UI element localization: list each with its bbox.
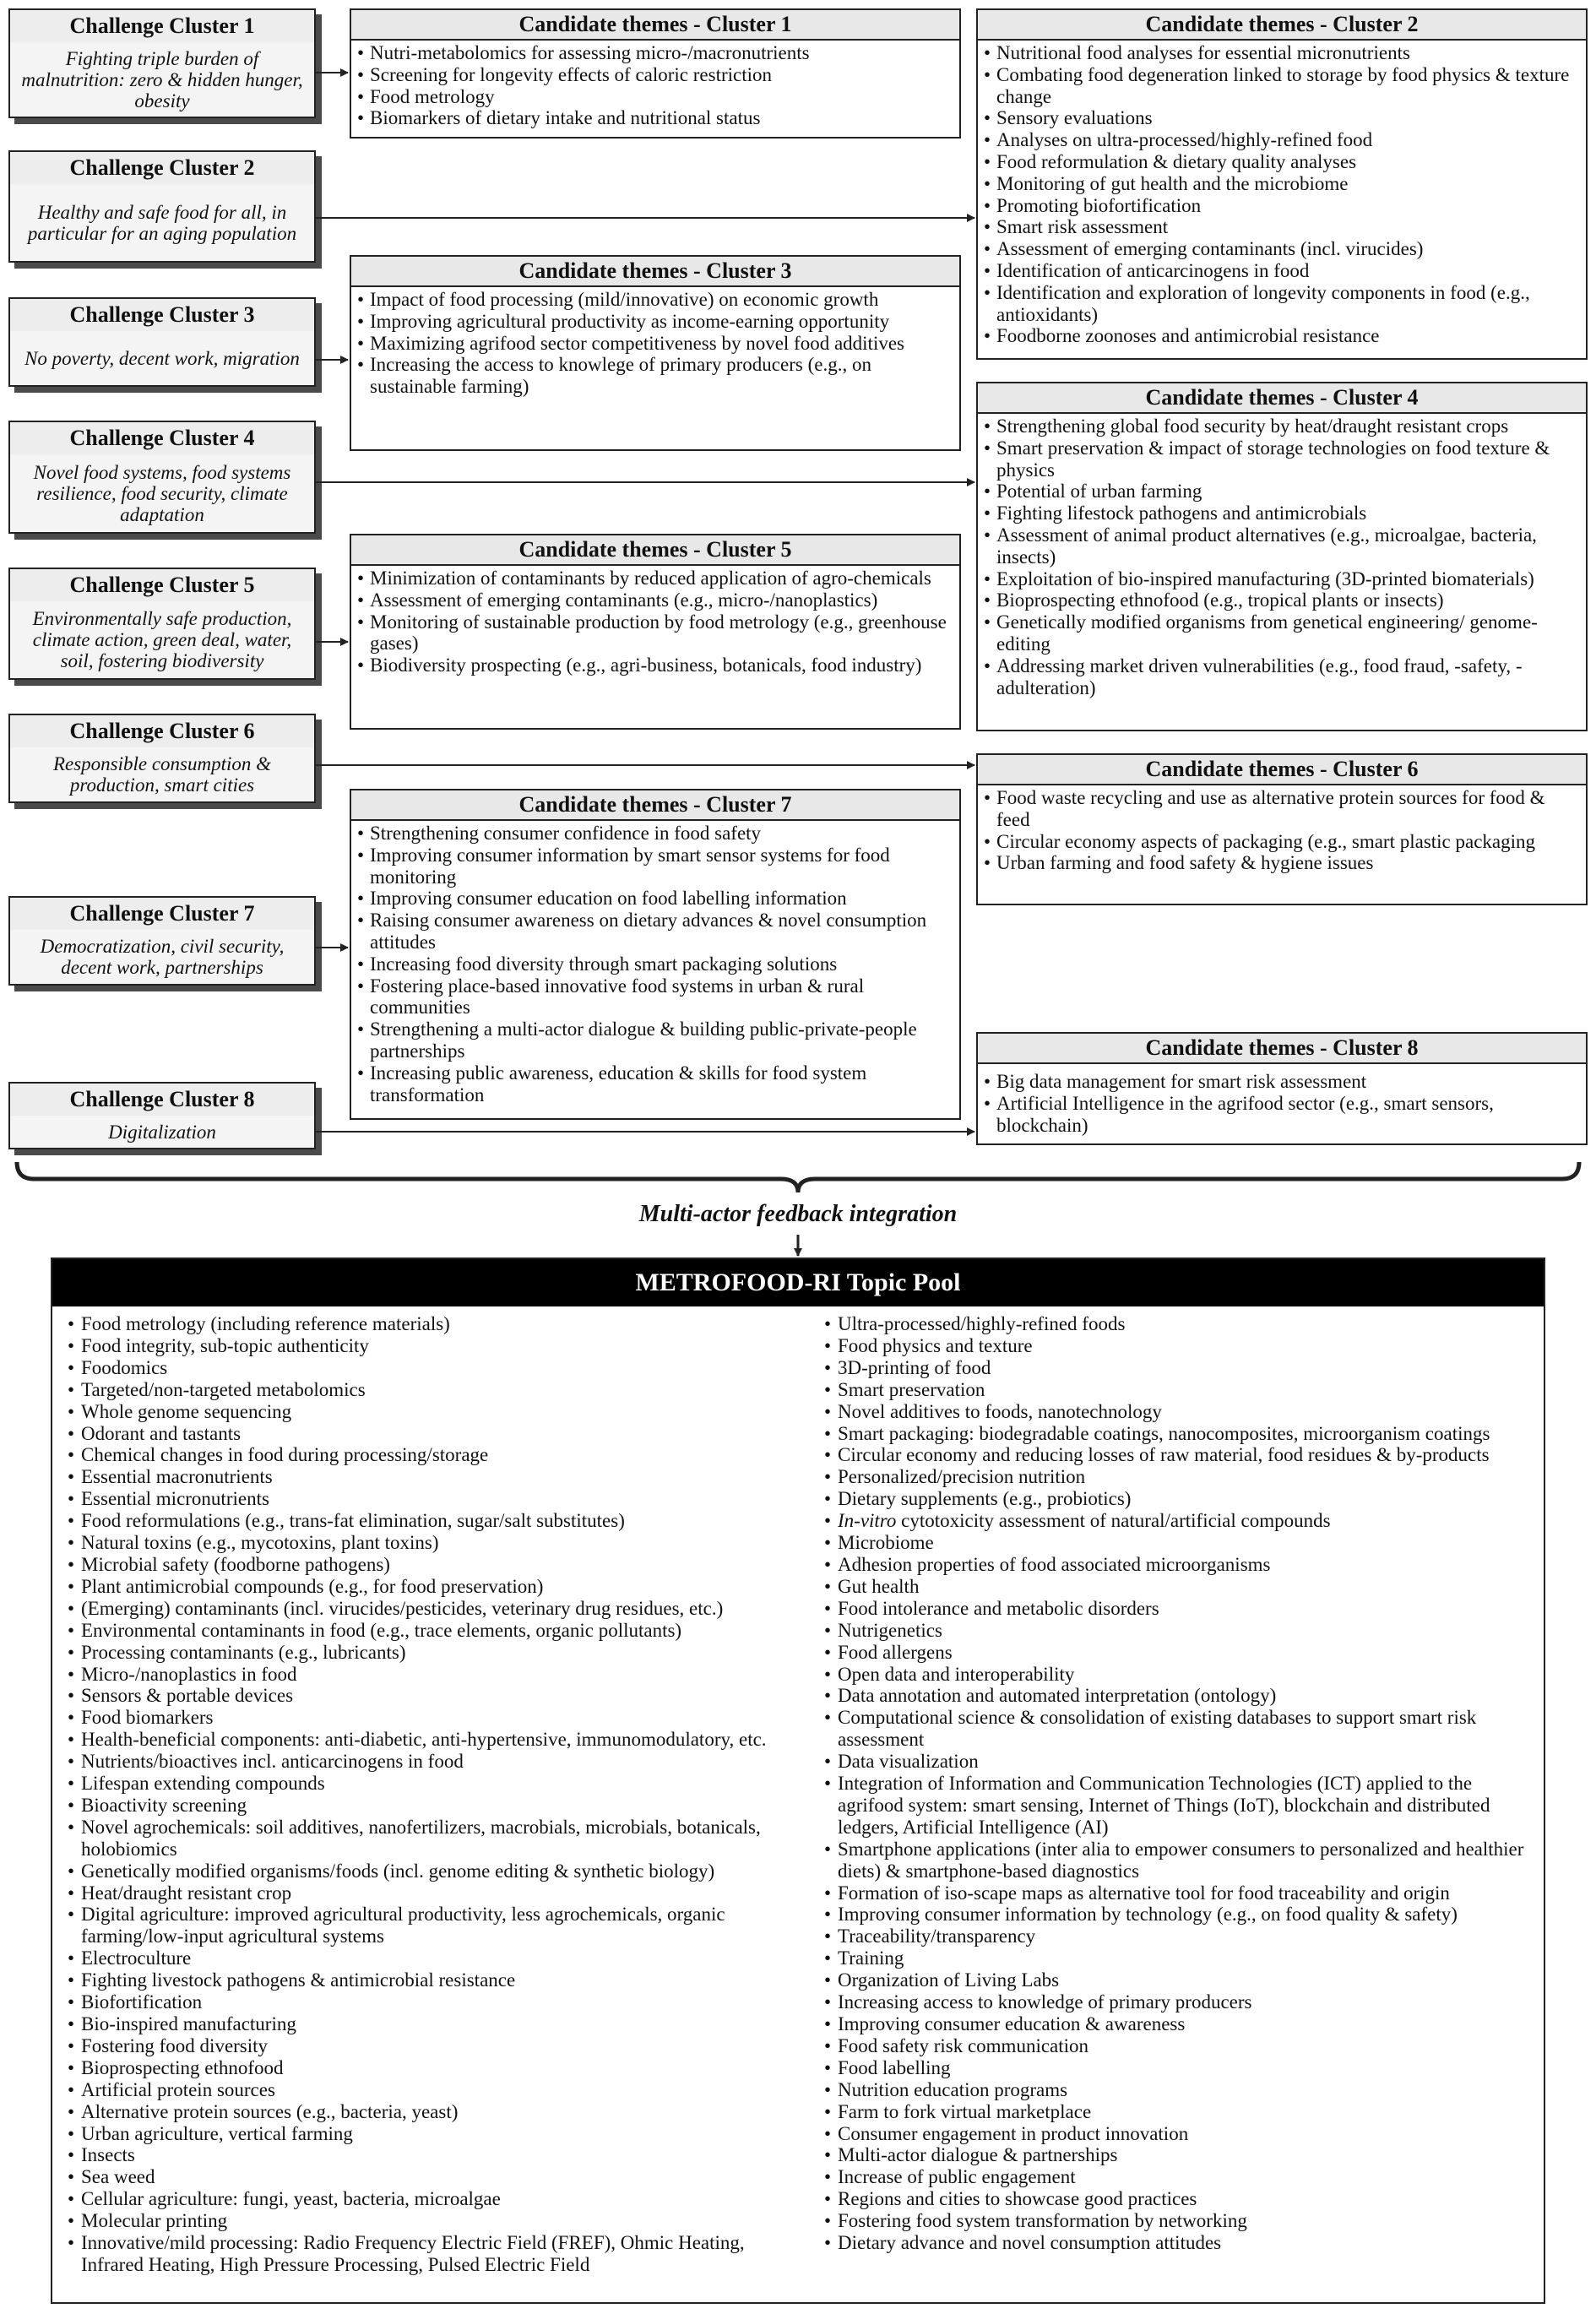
topic-item: • Sea weed — [66, 2166, 809, 2188]
topic-item: • Food intolerance and metabolic disorders — [822, 1598, 1540, 1620]
topic-item: • Food biomarkers — [66, 1707, 809, 1729]
topic-item: • Genetically modified organisms/foods (incl. genome editing & synthetic biology) — [66, 1860, 809, 1882]
topic-item: • Microbial safety (foodborne pathogens) — [66, 1554, 809, 1576]
theme-item: • Potential of urban farming — [996, 481, 1579, 502]
topic-item: • Plant antimicrobial compounds (e.g., for food preservation) — [66, 1576, 809, 1598]
theme-item: • Sensory evaluations — [996, 107, 1579, 129]
theme-item: • Foodborne zoonoses and antimicrobial resistance — [996, 325, 1579, 347]
challenge-cluster-title: Challenge Cluster 6 — [10, 715, 314, 749]
theme-item: • Strengthening global food security by heat/draught resistant crops — [996, 416, 1579, 437]
topic-item: • Urban agriculture, vertical farming — [66, 2123, 809, 2145]
theme-item: • Improving consumer information by smart sensor systems for food monitoring — [370, 845, 953, 888]
challenge-cluster-title: Challenge Cluster 2 — [10, 152, 314, 186]
topic-item: • Training — [822, 1947, 1540, 1969]
candidate-themes-title: Candidate themes - Cluster 2 — [978, 10, 1586, 41]
topic-item: • Ultra-processed/highly-refined foods — [822, 1313, 1540, 1335]
topic-item: • Data annotation and automated interpretation (ontology) — [822, 1685, 1540, 1707]
theme-item: • Assessment of emerging contaminants (incl. virucides) — [996, 238, 1579, 260]
theme-item: • Nutritional food analyses for essential micronutrients — [996, 42, 1579, 64]
topic-item: • Food metrology (including reference materials) — [66, 1313, 809, 1335]
topic-item: • Gut health — [822, 1576, 1540, 1598]
topic-pool-title: METROFOOD-RI Topic Pool — [52, 1259, 1544, 1306]
topic-item: • Essential macronutrients — [66, 1466, 809, 1488]
topic-item: • Increasing access to knowledge of primary producers — [822, 1991, 1540, 2013]
topic-item: • Consumer engagement in product innovation — [822, 2123, 1540, 2145]
topic-item: • Nutrients/bioactives incl. anticarcinogens in food — [66, 1751, 809, 1773]
topic-item: • Electroculture — [66, 1947, 809, 1969]
topic-item: • Multi-actor dialogue & partnerships — [822, 2144, 1540, 2166]
theme-item: • Increasing food diversity through smart packaging solutions — [370, 953, 953, 975]
topic-pool-right-list — [822, 1313, 1540, 2254]
topic-item: • Regions and cities to showcase good practices — [822, 2188, 1540, 2210]
theme-item: • Artificial Intelligence in the agrifood sector (e.g., smart sensors, blockchain) — [996, 1093, 1579, 1137]
theme-item: • Improving agricultural productivity as income-earning opportunity — [370, 311, 953, 333]
topic-item: • Computational science & consolidation of existing databases to support smart risk assessment — [822, 1707, 1540, 1751]
topic-item: • Dietary supplements (e.g., probiotics) — [822, 1488, 1540, 1510]
topic-item: • Food reformulations (e.g., trans-fat elimination, sugar/salt substitutes) — [66, 1510, 809, 1532]
candidate-themes-title: Candidate themes - Cluster 1 — [351, 10, 959, 41]
topic-pool-left-list — [66, 1313, 809, 2276]
theme-item: • Circular economy aspects of packaging (e.g., smart plastic packaging — [996, 831, 1579, 853]
theme-item: • Screening for longevity effects of caloric restriction — [370, 64, 953, 86]
topic-item: • Improving consumer information by technology (e.g., on food quality & safety) — [822, 1904, 1540, 1926]
topic-item: • Molecular printing — [66, 2210, 809, 2232]
topic-item: • (Emerging) contaminants (incl. virucides/pesticides, veterinary drug residues, etc.) — [66, 1598, 809, 1620]
topic-item: • Fighting livestock pathogens & antimicrobial resistance — [66, 1969, 809, 1991]
topic-item: • Bio-inspired manufacturing — [66, 2013, 809, 2035]
challenge-cluster-desc: Healthy and safe food for all, in particular for an aging population — [10, 184, 314, 261]
theme-item: • Identification and exploration of longevity components in food (e.g., antioxidants) — [996, 282, 1579, 326]
theme-item: • Food waste recycling and use as alternative protein sources for food & feed — [996, 787, 1579, 831]
topic-item: • Micro-/nanoplastics in food — [66, 1664, 809, 1686]
topic-item: • Insects — [66, 2144, 809, 2166]
topic-item: • Food physics and texture — [822, 1335, 1540, 1357]
challenge-cluster-title: Challenge Cluster 8 — [10, 1084, 314, 1117]
topic-item: • Novel agrochemicals: soil additives, nanofertilizers, macrobials, microbials, botanicals, holobiomics — [66, 1817, 809, 1860]
candidate-themes-title: Candidate themes - Cluster 7 — [351, 790, 959, 821]
challenge-cluster-desc: Environmentally safe production, climate action, green deal, water, soil, fostering biodiversity — [10, 601, 314, 678]
challenge-cluster-title: Challenge Cluster 1 — [10, 10, 314, 44]
topic-item: • Lifespan extending compounds — [66, 1773, 809, 1795]
topic-item: • Nutrition education programs — [822, 2079, 1540, 2101]
topic-item: • Foodomics — [66, 1357, 809, 1379]
challenge-cluster-title: Challenge Cluster 4 — [10, 422, 314, 456]
topic-item: • Smart packaging: biodegradable coatings, nanocomposites, microorganism coatings — [822, 1423, 1540, 1445]
topic-item: • Improving consumer education & awareness — [822, 2013, 1540, 2035]
theme-item: • Monitoring of gut health and the microbiome — [996, 173, 1579, 195]
challenge-cluster-desc: No poverty, decent work, migration — [10, 331, 314, 385]
topic-item: • Fostering food system transformation by networking — [822, 2210, 1540, 2232]
topic-item: • Bioactivity screening — [66, 1795, 809, 1817]
theme-item: • Strengthening a multi-actor dialogue & building public-private-people partnerships — [370, 1018, 953, 1062]
topic-item: • Biofortification — [66, 1991, 809, 2013]
theme-item: • Fighting lifestock pathogens and antimicrobials — [996, 502, 1579, 524]
challenge-cluster-desc: Digitalization — [10, 1116, 314, 1148]
topic-item: • Digital agriculture: improved agricultural productivity, less agrochemicals, organic farming/low-input agricultural systems — [66, 1904, 809, 1947]
topic-item: • Essential micronutrients — [66, 1488, 809, 1510]
candidate-themes-title: Candidate themes - Cluster 8 — [978, 1034, 1586, 1064]
theme-item: • Assessment of emerging contaminants (e.g., micro-/nanoplastics) — [370, 589, 953, 611]
topic-item: • Open data and interoperability — [822, 1664, 1540, 1686]
theme-item: • Fostering place-based innovative food systems in urban & rural communities — [370, 975, 953, 1019]
theme-item: • Improving consumer education on food labelling information — [370, 888, 953, 910]
topic-item: • Cellular agriculture: fungi, yeast, bacteria, microalgae — [66, 2188, 809, 2210]
theme-item: • Increasing public awareness, education & skills for food system transformation — [370, 1062, 953, 1106]
topic-item: • Odorant and tastants — [66, 1423, 809, 1445]
topic-item: • 3D-printing of food — [822, 1357, 1540, 1379]
theme-item: • Monitoring of sustainable production by food metrology (e.g., greenhouse gases) — [370, 611, 953, 655]
topic-item: • Novel additives to foods, nanotechnology — [822, 1401, 1540, 1423]
topic-item: • Smartphone applications (inter alia to empower consumers to personalized and healthier diets) & smartphone-based diagnostics — [822, 1839, 1540, 1882]
theme-item: • Biodiversity prospecting (e.g., agri-business, botanicals, food industry) — [370, 655, 953, 676]
topic-item: • Artificial protein sources — [66, 2079, 809, 2101]
topic-item: • Data visualization — [822, 1751, 1540, 1773]
topic-item: • Smart preservation — [822, 1379, 1540, 1401]
challenge-cluster-desc: Democratization, civil security, decent work, partnerships — [10, 930, 314, 984]
topic-item: • Alternative protein sources (e.g., bacteria, yeast) — [66, 2101, 809, 2123]
challenge-cluster-desc: Novel food systems, food systems resilience, food security, climate adaptation — [10, 454, 314, 532]
theme-item: • Smart preservation & impact of storage technologies on food texture & physics — [996, 437, 1579, 481]
topic-item: • Adhesion properties of food associated microorganisms — [822, 1554, 1540, 1576]
topic-item: • Innovative/mild processing: Radio Frequency Electric Field (FREF), Ohmic Heating, Infrared Heating, High Pressure Processing, Pulsed Electric Field — [66, 2232, 809, 2276]
challenge-cluster-title: Challenge Cluster 3 — [10, 299, 314, 333]
feedback-integration-label: Multi-actor feedback integration — [638, 1201, 958, 1227]
theme-item: • Smart risk assessment — [996, 216, 1579, 238]
theme-item: • Impact of food processing (mild/innovative) on economic growth — [370, 289, 953, 311]
theme-item: • Urban farming and food safety & hygiene issues — [996, 852, 1579, 874]
curly-bracket — [17, 1162, 1579, 1192]
topic-item: • Bioprospecting ethnofood — [66, 2057, 809, 2079]
theme-item: • Big data management for smart risk assessment — [996, 1071, 1579, 1093]
theme-item: • Exploitation of bio-inspired manufacturing (3D-printed biomaterials) — [996, 568, 1579, 590]
theme-item: • Addressing market driven vulnerabilities (e.g., food fraud, -safety, -adulteration) — [996, 655, 1579, 699]
theme-item: • Food metrology — [370, 86, 953, 108]
topic-item: • Food labelling — [822, 2057, 1540, 2079]
topic-item: • Processing contaminants (e.g., lubricants) — [66, 1642, 809, 1664]
topic-item: • Heat/draught resistant crop — [66, 1882, 809, 1904]
theme-item: • Raising consumer awareness on dietary advances & novel consumption attitudes — [370, 910, 953, 953]
challenge-cluster-desc: Responsible consumption & production, smart cities — [10, 747, 314, 801]
topic-item: • Dietary advance and novel consumption attitudes — [822, 2232, 1540, 2254]
topic-item: • Microbiome — [822, 1532, 1540, 1554]
topic-item: • Health-beneficial components: anti-diabetic, anti-hypertensive, immunomodulatory, etc. — [66, 1729, 809, 1751]
topic-item: • Traceability/transparency — [822, 1926, 1540, 1947]
topic-item: • Formation of iso-scape maps as alternative tool for food traceability and origin — [822, 1882, 1540, 1904]
topic-item: • Fostering food diversity — [66, 2035, 809, 2057]
topic-item: • Food safety risk communication — [822, 2035, 1540, 2057]
theme-item: • Genetically modified organisms from genetical engineering/ genome-editing — [996, 611, 1579, 655]
topic-item: • Environmental contaminants in food (e.g., trace elements, organic pollutants) — [66, 1620, 809, 1642]
candidate-themes-title: Candidate themes - Cluster 3 — [351, 257, 959, 287]
theme-item: • Food reformulation & dietary quality analyses — [996, 151, 1579, 173]
candidate-themes-title: Candidate themes - Cluster 4 — [978, 383, 1586, 414]
theme-item: • Minimization of contaminants by reduced application of agro-chemicals — [370, 568, 953, 589]
topic-item: • Targeted/non-targeted metabolomics — [66, 1379, 809, 1401]
topic-pool — [51, 1257, 1545, 2304]
topic-item: • Food integrity, sub-topic authenticity — [66, 1335, 809, 1357]
topic-item: • Natural toxins (e.g., mycotoxins, plant toxins) — [66, 1532, 809, 1554]
challenge-cluster-title: Challenge Cluster 5 — [10, 569, 314, 603]
challenge-cluster-title: Challenge Cluster 7 — [10, 898, 314, 932]
topic-item: • Organization of Living Labs — [822, 1969, 1540, 1991]
topic-item: • Sensors & portable devices — [66, 1685, 809, 1707]
theme-item: • Combating food degeneration linked to storage by food physics & texture change — [996, 64, 1579, 108]
theme-item: • Increasing the access to knowlege of primary producers (e.g., on sustainable farming) — [370, 354, 953, 398]
topic-item: • Nutrigenetics — [822, 1620, 1540, 1642]
topic-item: • In-vitro cytotoxicity assessment of natural/artificial compounds — [822, 1510, 1540, 1532]
theme-item: • Assessment of animal product alternatives (e.g., microalgae, bacteria, insects) — [996, 524, 1579, 568]
theme-item: • Biomarkers of dietary intake and nutritional status — [370, 107, 953, 129]
theme-item: • Bioprospecting ethnofood (e.g., tropical plants or insects) — [996, 589, 1579, 611]
theme-item: • Nutri-metabolomics for assessing micro-/macronutrients — [370, 42, 953, 64]
theme-item: • Identification of anticarcinogens in food — [996, 260, 1579, 282]
topic-item: • Whole genome sequencing — [66, 1401, 809, 1423]
candidate-themes-title: Candidate themes - Cluster 5 — [351, 535, 959, 566]
topic-item: • Personalized/precision nutrition — [822, 1466, 1540, 1488]
theme-item: • Analyses on ultra-processed/highly-refined food — [996, 129, 1579, 151]
theme-item: • Promoting biofortification — [996, 195, 1579, 217]
topic-item: • Chemical changes in food during processing/storage — [66, 1444, 809, 1466]
topic-item: • Food allergens — [822, 1642, 1540, 1664]
topic-item: • Farm to fork virtual marketplace — [822, 2101, 1540, 2123]
topic-item: • Circular economy and reducing losses of raw material, food residues & by-products — [822, 1444, 1540, 1466]
topic-item: • Increase of public engagement — [822, 2166, 1540, 2188]
theme-item: • Strengthening consumer confidence in food safety — [370, 823, 953, 845]
challenge-cluster-desc: Fighting triple burden of malnutrition: zero & hidden hunger, obesity — [10, 42, 314, 117]
italic-prefix: In-vitro — [838, 1510, 897, 1532]
theme-item: • Maximizing agrifood sector competitiveness by novel food additives — [370, 333, 953, 355]
candidate-themes-title: Candidate themes - Cluster 6 — [978, 755, 1586, 785]
topic-item: • Integration of Information and Communication Technologies (ICT) applied to the agrifood system: smart sensing, Internet of Things (IoT), blockchain and distributed ledgers, Artificial Intelligence (AI) — [822, 1773, 1540, 1839]
